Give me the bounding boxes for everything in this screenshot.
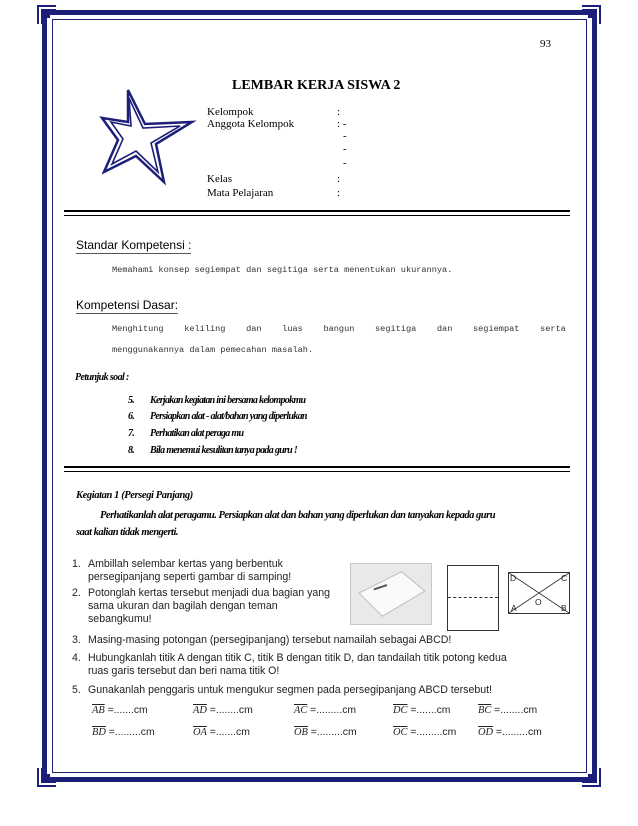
measure-ab [92,705,148,716]
corner-ornament-bottom-right [580,766,602,788]
segment-label: $\overline{AC}$ [294,705,308,716]
step-text-line: Masing-masing potongan (persegipanjang) tersebut namailah sebagai ABCD! [88,634,452,646]
point-label-c: C [561,573,568,583]
measure-ad [193,705,253,716]
cut-line [448,597,498,598]
info-member-line-4: - [343,157,347,169]
info-value-kelas: : [337,173,341,185]
info-label-kelas: Kelas [207,173,233,185]
kegiatan-heading: Kegiatan 1 (Persegi Panjang) [76,490,193,501]
measure-blank: =.........cm [407,727,457,738]
step-number: 3. [72,634,81,646]
petunjuk-item [128,395,305,406]
point-label-a: A [511,603,517,613]
standar-heading: Standar Kompetensi : [76,238,192,252]
measure-blank: =........cm [491,705,538,716]
info-label-anggota: Anggota Kelompok [207,118,295,130]
step-text-line: sebangkumu! [88,613,152,625]
point-label-o: O [535,597,542,607]
point-label-b: B [561,603,567,613]
section-divider-thick [64,466,570,468]
measure-oc [393,727,456,738]
standar-text: Memahami konsep segiempat dan segitiga serta menentukan ukurannya. [112,265,453,275]
segment-label: $\overline{OB}$ [294,727,308,738]
measure-blank: =.........cm [105,727,155,738]
rectangle-cut-diagram [447,565,499,631]
step-text-line: persegipanjang seperti gambar di samping! [88,571,292,583]
section-divider-thin [64,471,570,472]
measure-dc [393,705,450,716]
kegiatan-instruction-line-1: Perhatikanlah alat peragamu. Persiapkan alat dan bahan yang diperlukan dan tanyakan kepada guru [100,510,496,521]
worksheet-title: LEMBAR KERJA SISWA 2 [232,78,401,93]
star-icon [98,86,198,186]
step-text-line: ruas garis tersebut dan beri nama titik O! [88,665,280,677]
segment-label: $\overline{OD}$ [478,727,494,738]
petunjuk-item [128,411,307,422]
measure-blank: =.......cm [104,705,148,716]
petunjuk-item-num: 6. [128,411,135,422]
measure-od [478,727,542,738]
corner-ornament-bottom-left [36,766,58,788]
step-number: 4. [72,652,81,664]
petunjuk-item-text: Perhatikan alat peraga mu [150,428,244,439]
petunjuk-heading: Petunjuk soal : [75,372,129,383]
measure-blank: =........cm [206,705,253,716]
step-text-line: Hubungkanlah titik A dengan titik C, titik B dengan titik D, dan tandailah titik potong kedua [88,652,507,664]
measure-blank: =.........cm [493,727,542,738]
measure-blank: =.........cm [307,727,357,738]
measure-blank: =.......cm [206,727,250,738]
info-value-mapel: : [337,187,341,199]
petunjuk-item-text: Bila menemui kesulitan tanya pada guru ! [150,445,298,456]
segment-label: $\overline{OA}$ [193,727,207,738]
segment-label: $\overline{OC}$ [393,727,408,738]
step-number: 5. [72,684,81,696]
segment-label: $\overline{BD}$ [92,727,106,738]
petunjuk-item [128,428,243,439]
info-label-mapel: Mata Pelajaran [207,187,274,199]
kompetensi-heading: Kompetensi Dasar: [76,298,179,312]
kegiatan-instruction-line-2: saat kalian tidak mengerti. [76,527,179,538]
info-member-line-2: - [343,130,347,142]
paper-photo [350,563,432,625]
point-label-d: D [510,573,517,583]
segment-label: $\overline{BC}$ [478,705,492,716]
petunjuk-item-num: 7. [128,428,135,439]
measure-ob [294,727,357,738]
measure-blank: =.......cm [407,705,451,716]
measure-ac [294,705,356,716]
measure-bd [92,727,155,738]
step-text-line: Potonglah kertas tersebut menjadi dua bagian yang [88,587,331,599]
info-label-kelompok: Kelompok [207,106,254,118]
step-text-line: Ambillah selembar kertas yang berbentuk [88,558,283,570]
step-number: 1. [72,558,81,570]
measure-blank: =.........cm [307,705,357,716]
petunjuk-item [128,445,297,456]
corner-ornament-top-left [36,4,58,26]
step-number: 2. [72,587,81,599]
kompetensi-text-line-1: Menghitung keliling dan luas bangun segitiga dan segiempat serta [112,324,566,334]
step-text-line: Gunakanlah penggaris untuk mengukur segmen pada persegipanjang ABCD tersebut! [88,684,493,696]
segment-label: $\overline{AB}$ [92,705,105,716]
measure-oa [193,727,250,738]
info-value-anggota: : - [337,118,347,130]
header-divider-thick [64,210,570,212]
info-value-kelompok: : [337,106,341,118]
corner-ornament-top-right [580,4,602,26]
petunjuk-item-text: Persiapkan alat - alat/bahan yang diperlukan [150,411,307,422]
segment-label: $\overline{DC}$ [393,705,408,716]
step-text-line: sama ukuran dan bagilah dengan teman [88,600,278,612]
segment-label: $\overline{AD}$ [193,705,207,716]
petunjuk-item-num: 5. [128,395,135,406]
page-number: 93 [540,38,551,50]
petunjuk-item-text: Kerjakan kegiatan ini bersama kelompokmu [150,395,306,406]
header-divider-thin [64,215,570,216]
info-member-line-3: - [343,143,347,155]
measure-bc [478,705,537,716]
petunjuk-item-num: 8. [128,445,135,456]
kompetensi-text-line-2: menggunakannya dalam pemecahan masalah. [112,345,314,355]
